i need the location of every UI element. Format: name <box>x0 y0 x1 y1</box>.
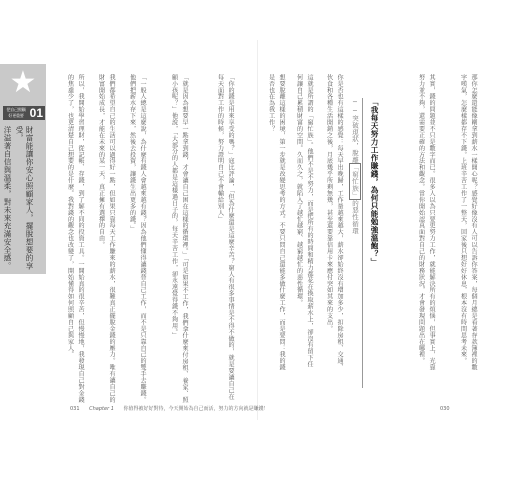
tab-text-line-1: 財富能讓你安心照顧家人，擺脫想要的享受， <box>15 126 34 270</box>
subheadline-prefix: ──突破現狀，脫離 <box>351 98 359 164</box>
headline-rule <box>362 98 363 388</box>
right-paragraph-1: 那你怎麼還能像剛拿到薪水一樣開心呢？感覺好像沒有人可以告訴你答案，每個月總是看著存款簿裡的數字嘆氣，怎麼樣都存不下錢。上班辛苦工作了一整天，回家後只想好好休息，根本沒有時間思考未來。 <box>459 74 477 371</box>
chapter-badge <box>3 106 45 120</box>
chapter-caption: 把自己照顧好更重要 <box>6 107 26 118</box>
chapter-number: 01 <box>29 106 43 120</box>
right-paragraph-5: 想要脫離這樣的困境，第一步就是改變思考的方式。不要只問自己還能多做什麼工作，而是要問：我的錢是否也在為我工作？ <box>267 74 285 371</box>
section-headline: 「我每天努力工作賺錢，為何只能勉強溫飽？」 <box>370 98 379 266</box>
star-icon: ★ <box>9 65 37 100</box>
left-paragraph-4: 我們都希望自己的生活可以過得好一點，但如果只靠每天工作賺來的薪水，很難真正擺脫金錢的壓力。唯有讓自己的財富開始成長，才能在未來的某一天，真正擁有選擇的自由。 <box>97 74 115 403</box>
left-paragraph-2: 「就是因為想要早一點拿到錢，才會讓自己困在這樣的循環裡。」「可是如果不工作，我們拿什麼來付房租、養家、照顧小孩呢？」他說，「大部分的人都是這樣過日子的，每天辛苦工作，卻永遠覺得錢不夠用。」 <box>170 74 188 404</box>
right-paragraph-3: 你是否也有這樣的感覺：每天早出晚歸，工作量越來越大，薪水卻始終沒有增加多少，扣除房租、交通、伙食和各種生活開銷之後，月底幾乎所剩無幾，甚至還要靠信用卡來應付突如其來的支出。 <box>325 74 343 371</box>
right-paragraph-2: 其實，錢的問題並不只是數字而已。很多人以為只要更努力工作，就能解決所有的煩惱，但事實上，光靠努力並不夠，還需要正確的方法和觀念。當你開始認真面對自己的財務狀況，才會發現問題出在哪裡。 <box>417 74 435 371</box>
chapter-label: Chapter 1 <box>89 406 114 412</box>
subheadline-quote: 「窮忙族」 <box>351 164 359 199</box>
left-page-number: 031 <box>70 406 80 412</box>
left-paragraph-3: 「一般人總是這麼說，為什麼有錢人會越來越有錢？因為他們懂得讓錢替自己工作，而不是只靠自己的雙手去賺錢。他們把薪水存下來，然後去投資，讓錢生出更多的錢。」 <box>128 74 146 403</box>
left-footer <box>70 404 300 414</box>
running-title: 你值得被好好對待，今天開始為自己而活，努力的方向就是賺錢！ <box>123 406 269 412</box>
right-paragraph-4: 這就是所謂的「窮忙族」。他們不是不努力，而是把所有的時間和精力都花在換取薪水上，卻沒有留下任何讓自己累積財富的空間。久而久之，就陷入了越忙越窮、越窮越忙的惡性循環。 <box>295 74 313 368</box>
gutter-line <box>257 40 258 420</box>
tab-text-line-2: 洋溢著自信與溫柔，對未來充滿安全感。 <box>3 126 12 270</box>
section-subheadline <box>346 98 360 358</box>
left-paragraph-5: 所以，我開始學習理財，從記帳、存錢，到了解不同的投資工具。一開始真的很辛苦，但慢慢地，我發現自己對金錢的焦慮少了，也更清楚自己想要的是什麼。我對錢的觀念也改變了，開始懂得如何照顧自己與家人。 <box>66 74 84 403</box>
left-paragraph-1: 「你的錢是用來享受的嗎？」寇比評論，「但為什麼還是這麼辛苦？窮人有很多事情是不得不做的，就是要讓自己在每天面對工作的時候，努力證明自己不會輸給別人」 <box>216 74 234 400</box>
subheadline-suffix: 的惡性循環 <box>351 199 359 235</box>
right-page-number: 030 <box>440 406 450 412</box>
